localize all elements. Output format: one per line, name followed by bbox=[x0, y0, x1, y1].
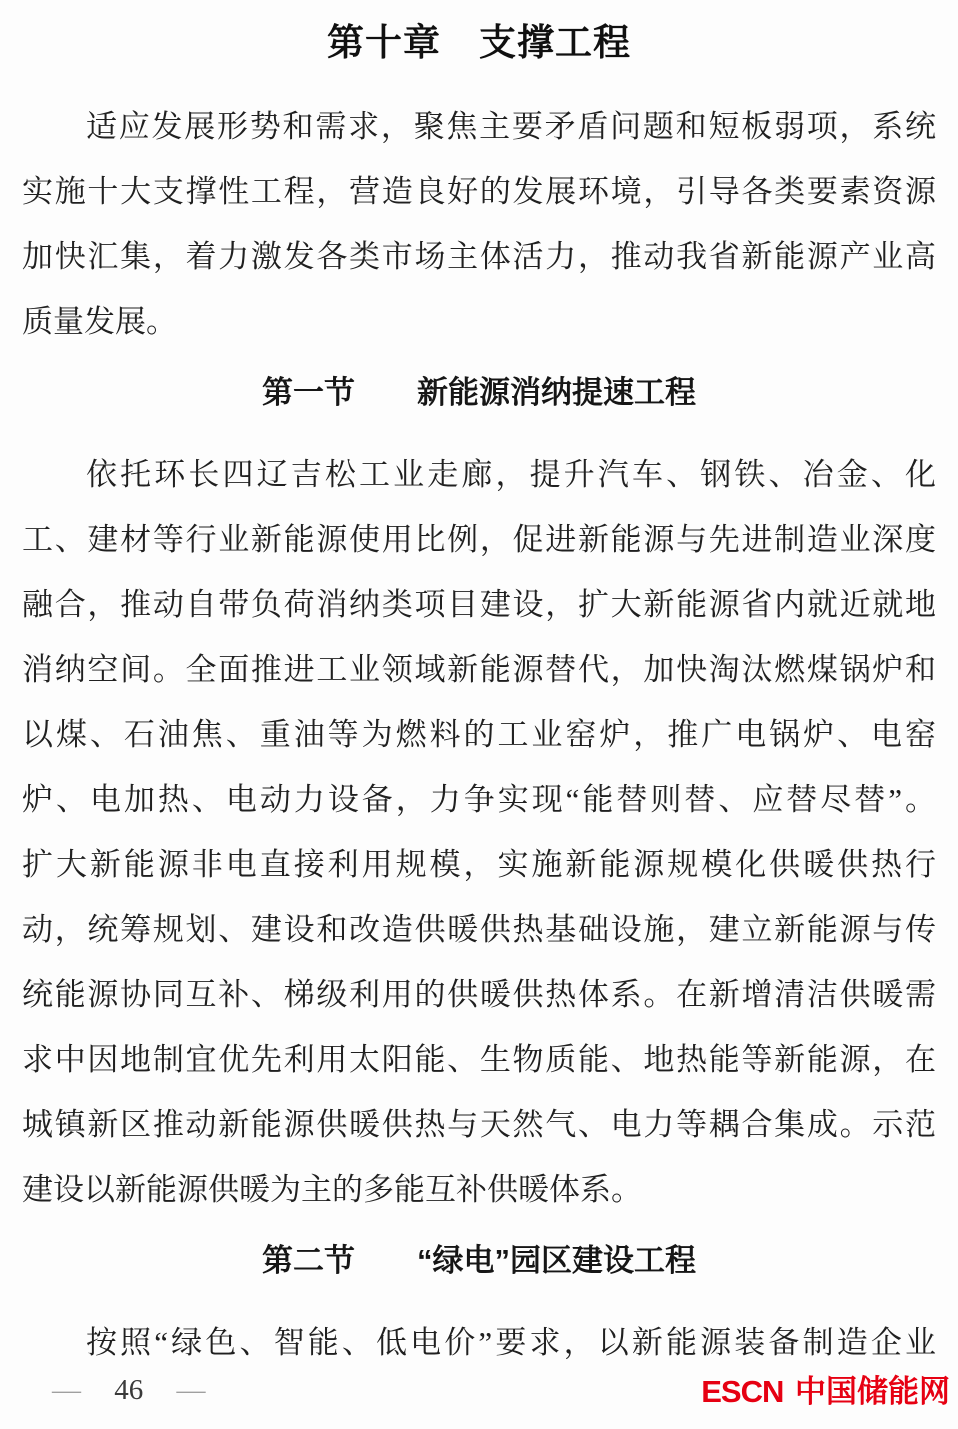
text-line: 求中因地制宜优先利用太阳能、生物质能、地热能等新能源，在 bbox=[22, 1042, 936, 1077]
text-line: 建设以新能源供暖为主的多能互补供暖体系。 bbox=[22, 1172, 642, 1207]
document-content bbox=[22, 20, 936, 1375]
page-footer bbox=[0, 1373, 958, 1413]
text-line: 融合，推动自带负荷消纳类项目建设，扩大新能源省内就近就地 bbox=[22, 587, 936, 622]
text-line: 城镇新区推动新能源供暖供热与天然气、电力等耦合集成。示范 bbox=[22, 1107, 936, 1142]
paragraph bbox=[22, 94, 936, 354]
text-line: 依托环长四辽吉松工业走廊，提升汽车、钢铁、冶金、化 bbox=[86, 457, 936, 492]
escn-logo bbox=[701, 1376, 950, 1407]
page-number-value: 46 bbox=[114, 1374, 144, 1406]
section-title: 第二节 “绿电”园区建设工程 bbox=[262, 1243, 696, 1278]
text-line: 炉、电加热、电动力设备，力争实现“能替则替、应替尽替”。 bbox=[22, 782, 936, 817]
page-number bbox=[52, 1374, 206, 1407]
text-line: 动，统筹规划、建设和改造供暖供热基础设施，建立新能源与传 bbox=[22, 912, 936, 947]
text-line: 统能源协同互补、梯级利用的供暖供热体系。在新增清洁供暖需 bbox=[22, 977, 936, 1012]
chapter-title: 第十章 支撑工程 bbox=[327, 23, 631, 64]
page-number-dash-left: — bbox=[52, 1374, 81, 1406]
text-line: 以煤、石油焦、重油等为燃料的工业窑炉，推广电锅炉、电窑 bbox=[22, 717, 936, 752]
text-line: 质量发展。 bbox=[22, 304, 177, 339]
paragraph bbox=[22, 1310, 936, 1375]
text-line: 工、建材等行业新能源使用比例，促进新能源与先进制造业深度 bbox=[22, 522, 936, 557]
text-line: 实施十大支撑性工程，营造良好的发展环境，引导各类要素资源 bbox=[22, 174, 936, 209]
text-line: 适应发展形势和需求，聚焦主要矛盾问题和短板弱项，系统 bbox=[86, 109, 936, 144]
text-line: 按照“绿色、智能、低电价”要求，以新能源装备制造企业 bbox=[86, 1325, 936, 1360]
escn-logo-latin: ESCN bbox=[701, 1374, 784, 1409]
page-number-dash-right: — bbox=[176, 1374, 206, 1406]
text-line: 加快汇集，着力激发各类市场主体活力，推动我省新能源产业高 bbox=[22, 239, 936, 274]
text-line: 扩大新能源非电直接利用规模，实施新能源规模化供暖供热行 bbox=[22, 847, 936, 882]
section-title: 第一节 新能源消纳提速工程 bbox=[262, 375, 696, 410]
paragraph bbox=[22, 442, 936, 1222]
escn-logo-chinese: 中国储能网 bbox=[795, 1374, 950, 1409]
text-line: 消纳空间。全面推进工业领域新能源替代，加快淘汰燃煤锅炉和 bbox=[22, 652, 936, 687]
